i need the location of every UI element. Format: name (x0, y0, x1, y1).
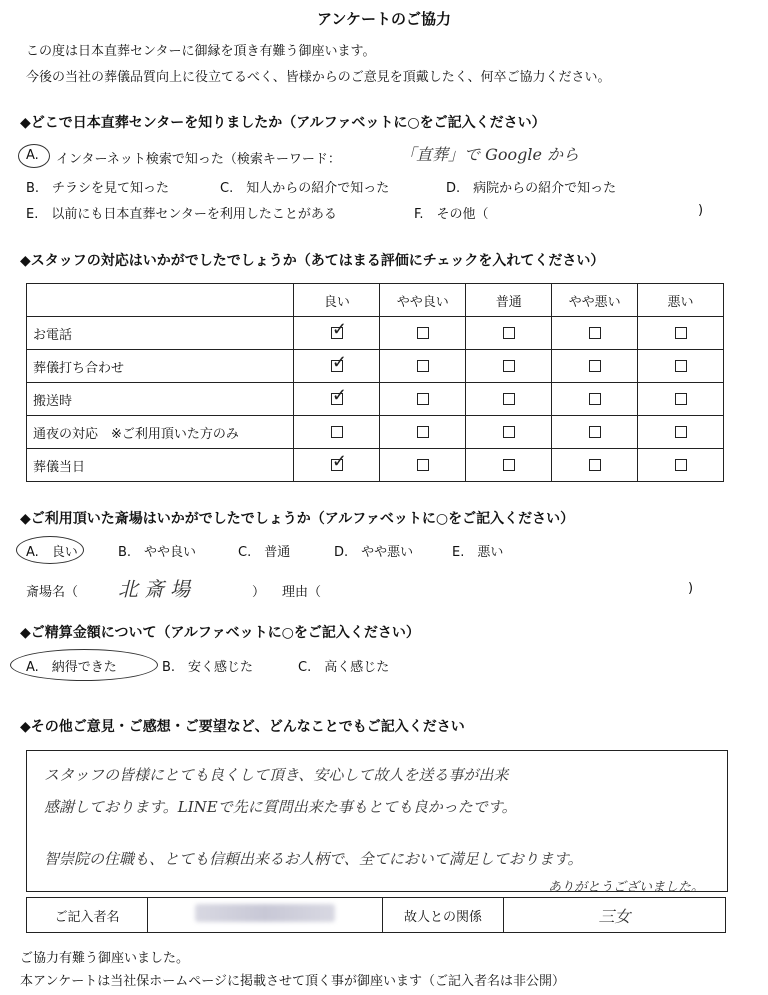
checkbox[interactable] (675, 426, 687, 438)
comment-line-4: ありがとうございました。 (548, 880, 705, 895)
q1-option-a-text[interactable]: インターネット検索で知った（検索キーワード： (56, 152, 341, 167)
checkbox[interactable] (417, 459, 429, 471)
column-header-good: 良い (294, 284, 380, 317)
checkbox[interactable] (589, 459, 601, 471)
check-mark-icon: ✓ (331, 319, 347, 340)
checkbox[interactable] (589, 393, 601, 405)
q1-option-f-close: ) (698, 203, 704, 218)
intro-line-1: この度は日本直葬センターに御縁を頂き有難う御座います。 (26, 44, 376, 59)
checkbox[interactable] (589, 327, 601, 339)
q5-heading: ◆その他ご意見・ご感想・ご要望など、どんなことでもご記入ください (20, 719, 465, 735)
checkbox[interactable] (675, 459, 687, 471)
row-label-phone: お電話 (27, 317, 294, 350)
checkbox[interactable] (417, 327, 429, 339)
checkbox[interactable] (503, 360, 515, 372)
table-row (27, 383, 724, 416)
checkbox[interactable] (589, 426, 601, 438)
reason-close: ) (688, 581, 694, 596)
comment-line-1: スタッフの皆様にとても良くして頂き、安心して故人を送る事が出来 (44, 766, 509, 784)
relation-value: 三女 (504, 898, 726, 933)
row-label-funeral-day: 葬儀当日 (27, 449, 294, 482)
checkbox[interactable] (331, 352, 347, 373)
checkbox[interactable] (331, 451, 347, 472)
name-field (148, 898, 383, 933)
checkbox[interactable] (503, 426, 515, 438)
table-row (27, 350, 724, 383)
table-row (27, 416, 724, 449)
q1-option-d[interactable]: D. 病院からの紹介で知った (446, 181, 617, 196)
checkbox[interactable] (417, 426, 429, 438)
check-mark-icon: ✓ (331, 385, 347, 406)
checkbox[interactable] (331, 426, 343, 438)
row-label-transport: 搬送時 (27, 383, 294, 416)
row-label-meeting: 葬儀打ち合わせ (27, 350, 294, 383)
row-label-wake: 通夜の対応 ※ご利用頂いた方のみ (27, 416, 294, 449)
checkbox[interactable] (417, 393, 429, 405)
q4-option-c[interactable]: C. 高く感じた (298, 660, 390, 675)
staff-rating-table (26, 283, 724, 482)
checkbox[interactable] (589, 360, 601, 372)
column-header-average: 普通 (466, 284, 552, 317)
reason-label: 理由（ (282, 585, 322, 600)
q4-option-b[interactable]: B. 安く感じた (162, 660, 254, 675)
table-row (27, 317, 724, 350)
footer-thanks: ご協力有難う御座いました。 (20, 951, 190, 966)
q3-option-e[interactable]: E. 悪い (452, 545, 504, 560)
q3-option-d[interactable]: D. やや悪い (334, 545, 414, 560)
comment-line-2: 感謝しております。LINEで先に質問出来た事もとても良かったです。 (44, 798, 517, 816)
q1-heading: ◆どこで日本直葬センターを知りましたか（アルファベットに○をご記入ください） (20, 115, 546, 131)
q3-option-b[interactable]: B. やや良い (118, 545, 197, 560)
q3-heading: ◆ご利用頂いた斎場はいかがでしたでしょうか（アルファベットに○をご記入ください） (20, 511, 575, 527)
name-label: ご記入者名 (27, 898, 148, 933)
q1-option-c[interactable]: C. 知人からの紹介で知った (220, 181, 390, 196)
footer-notice: 本アンケートは当社保ホームページに掲載させて頂く事が御座います（ご記入者名は非公開） (20, 974, 565, 989)
checkbox[interactable] (417, 360, 429, 372)
relation-label: 故人との関係 (383, 898, 504, 933)
q1-option-e[interactable]: E. 以前にも日本直葬センターを利用したことがある (26, 207, 337, 222)
venue-close: ） (252, 585, 266, 600)
checkbox[interactable] (331, 385, 347, 406)
column-header-fairly-bad: やや悪い (552, 284, 638, 317)
q3-option-c[interactable]: C. 普通 (238, 545, 291, 560)
page-title: アンケートのご協力 (316, 10, 452, 28)
q3-option-a[interactable]: A. 良い (26, 545, 78, 560)
q1-handwritten-keyword: 「直葬」で Google から (400, 145, 580, 164)
comment-line-3: 智崇院の住職も、とても信頼出来るお人柄で、全てにおいて満足しております。 (44, 850, 583, 868)
checkbox[interactable] (503, 393, 515, 405)
table-header-blank (27, 284, 294, 317)
intro-line-2: 今後の当社の葬儀品質向上に役立てるべく、皆様からのご意見を頂戴したく、何卒ご協力ください。 (26, 70, 611, 85)
column-header-bad: 悪い (638, 284, 724, 317)
q2-heading: ◆スタッフの対応はいかがでしたでしょうか（あてはまる評価にチェックを入れてください） (20, 253, 605, 269)
check-mark-icon: ✓ (331, 352, 347, 373)
venue-label: 斎場名（ (26, 585, 79, 600)
q4-heading: ◆ご精算金額について（アルファベットに○をご記入ください） (20, 625, 420, 641)
signature-table (26, 897, 726, 933)
checkbox[interactable] (503, 459, 515, 471)
venue-value: 北斎場 (118, 577, 196, 601)
checkbox[interactable] (675, 327, 687, 339)
checkbox[interactable] (675, 393, 687, 405)
column-header-fairly-good: やや良い (380, 284, 466, 317)
q1-option-a-letter[interactable]: A. (26, 148, 39, 163)
q1-option-f[interactable]: F. その他（ (414, 207, 489, 222)
q1-option-b[interactable]: B. チラシを見て知った (26, 181, 170, 196)
q4-option-a[interactable]: A. 納得できた (26, 660, 117, 675)
checkbox[interactable] (675, 360, 687, 372)
checkbox[interactable] (503, 327, 515, 339)
table-row (27, 449, 724, 482)
redacted-name (195, 904, 335, 922)
checkbox[interactable] (331, 319, 347, 340)
check-mark-icon: ✓ (331, 451, 347, 472)
